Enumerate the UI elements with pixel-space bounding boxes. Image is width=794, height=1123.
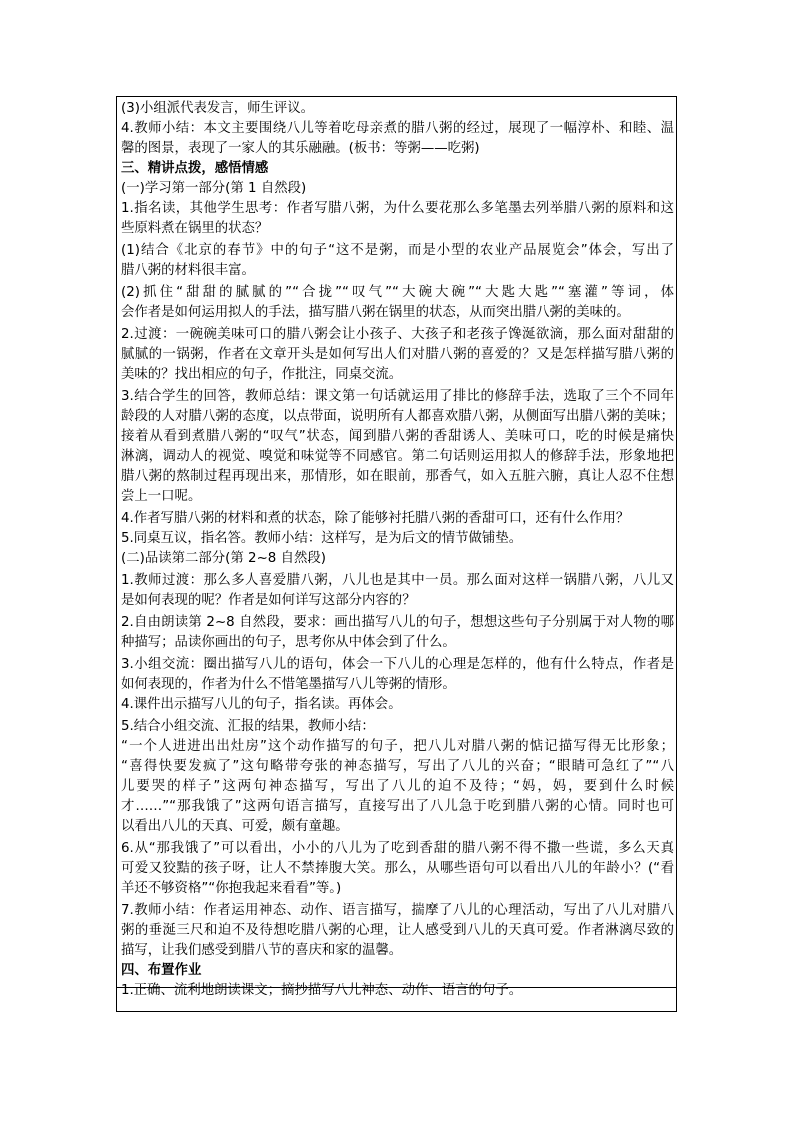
- text-line: 腊八粥的熬制过程再现出来，那情形，如在眼前，那香气，如入五脏六腑，真让人忍不住想: [121, 469, 674, 484]
- text-line: 4.教师小结：本文主要围绕八儿等着吃母亲煮的腊八粥的经过，展现了一幅淳朴、和睦、温: [121, 121, 674, 136]
- text-line: 4.课件出示描写八儿的句子，指名读。再体会。: [121, 697, 402, 712]
- text-line: 1.教师过渡：那么多人喜爱腊八粥，八儿也是其中一员。那么面对这样一锅腊八粥，八儿又: [121, 573, 674, 588]
- text-line: “喜得快要发疯了”这句略带夸张的神态描写，写出了八儿的兴奋；“眼睛可急红了”“八: [121, 759, 674, 774]
- text-line: 羊还不够资格”“你抱我起来看看”等。): [121, 881, 342, 896]
- text-line: 才……”“那我饿了”这两句语言描写，直接写出了八儿急于吃到腊八粥的心情。同时也可: [121, 799, 674, 814]
- text-line: 粥的垂涎三尺和迫不及待想吃腊八粥的心理，让人感受到八儿的天真可爱。作者淋漓尽致的: [121, 923, 674, 938]
- section-heading: 三、精讲点拨，感悟情感: [121, 161, 269, 176]
- text-line: 7.教师小结：作者运用神态、动作、语言描写，揣摩了八儿的心理活动，写出了八儿对腊八: [121, 903, 674, 918]
- text-line: 馨的图景，表现了一家人的其乐融融。(板书：等粥——吃粥): [121, 141, 480, 156]
- text-line: 描写，让我们感受到腊八节的喜庆和家的温馨。: [121, 943, 403, 958]
- text-line: “一个人进进出出灶房”这个动作描写的句子，把八儿对腊八粥的惦记描写得无比形象；: [121, 739, 674, 754]
- text-line: 可爱又狡黠的孩子呀，让人不禁捧腹大笑。那么，从哪些语句可以看出八儿的年龄小？(“看: [121, 861, 674, 876]
- text-line: 腊八粥的材料很丰富。: [121, 263, 255, 278]
- text-line: 2.过渡：一碗碗美味可口的腊八粥会让小孩子、大孩子和老孩子馋涎欲滴，那么面对甜甜的: [121, 327, 674, 342]
- text-line: 3.结合学生的回答，教师总结：课文第一句话就运用了排比的修辞手法，选取了三个不同年: [121, 389, 674, 404]
- text-line: 5.同桌互议，指名答。教师小结：这样写，是为后文的情节做铺垫。: [121, 531, 523, 546]
- text-line: 6.从“那我饿了”可以看出，小小的八儿为了吃到香甜的腊八粥不得不撒一些谎，多么天真: [121, 841, 674, 856]
- text-line: 如何表现的，作者为什么不惜笔墨描写八儿等粥的情形。: [121, 677, 456, 692]
- text-line: 接着从看到煮腊八粥的“叹气”状态，闻到腊八粥的香甜诱人、美味可口，吃的时候是痛快: [121, 429, 674, 444]
- text-line: (2)抓住“甜甜的腻腻的”“合拢”“叹气”“大碗大碗”“大匙大匙”“塞灌”等词，体: [121, 285, 674, 300]
- text-line: 美味的？找出相应的句子，作批注，同桌交流。: [121, 367, 403, 382]
- text-line: (二)品读第二部分(第 2~8 自然段): [121, 551, 326, 566]
- text-line: 1.指名读，其他学生思考：作者写腊八粥，为什么要花那么多笔墨去列举腊八粥的原料和这: [121, 201, 674, 216]
- text-line: 会作者是如何运用拟人的手法，描写腊八粥在锅里的状态，从而突出腊八粥的美味的。: [121, 305, 630, 320]
- text-line: (一)学习第一部分(第 1 自然段): [121, 181, 307, 196]
- text-line: (3)小组派代表发言，师生评议。: [121, 101, 315, 116]
- text-line: (1)结合《北京的春节》中的句子“这不是粥，而是小型的农业产品展览会”体会，写出了: [121, 243, 674, 258]
- text-line: 龄段的人对腊八粥的态度，以点带面，说明所有人都喜欢腊八粥，从侧面写出腊八粥的美味；: [121, 409, 674, 424]
- text-line: 尝上一口呢。: [121, 489, 202, 504]
- text-line: 以看出八儿的天真、可爱，颇有童趣。: [121, 819, 349, 834]
- text-line: 些原料煮在锅里的状态？: [121, 221, 269, 236]
- text-line: 儿要哭的样子”这两句神态描写，写出了八儿的迫不及待；“妈，妈，要到什么时候: [121, 779, 674, 794]
- text-line: 1.正确、流利地朗读课文；摘抄描写八儿神态、动作、语言的句子。: [121, 983, 523, 998]
- text-line: 3.小组交流：圈出描写八儿的语句，体会一下八儿的心理是怎样的，他有什么特点，作者是: [121, 657, 674, 672]
- text-line: 淋漓，调动人的视觉、嗅觉和味觉等不同感官。第二句话则运用拟人的修辞手法，形象地把: [121, 449, 674, 464]
- text-line: 2.自由朗读第 2~8 自然段，要求：画出描写八儿的句子，想想这些句子分别属于对人物的哪: [121, 615, 674, 630]
- section-heading: 四、布置作业: [121, 963, 202, 978]
- text-line: 种描写；品读你画出的句子，思考你从中体会到了什么。: [121, 635, 456, 650]
- text-line: 5.结合小组交流、汇报的结果，教师小结：: [121, 719, 375, 734]
- text-line: 4.作者写腊八粥的材料和煮的状态，除了能够衬托腊八粥的香甜可口，还有什么作用？: [121, 511, 630, 526]
- text-line: 腻腻的一锅粥，作者在文章开头是如何写出人们对腊八粥的喜爱的？又是怎样描写腊八粥的: [121, 347, 674, 362]
- text-line: 是如何表现的呢？作者是如何详写这部分内容的？: [121, 593, 416, 608]
